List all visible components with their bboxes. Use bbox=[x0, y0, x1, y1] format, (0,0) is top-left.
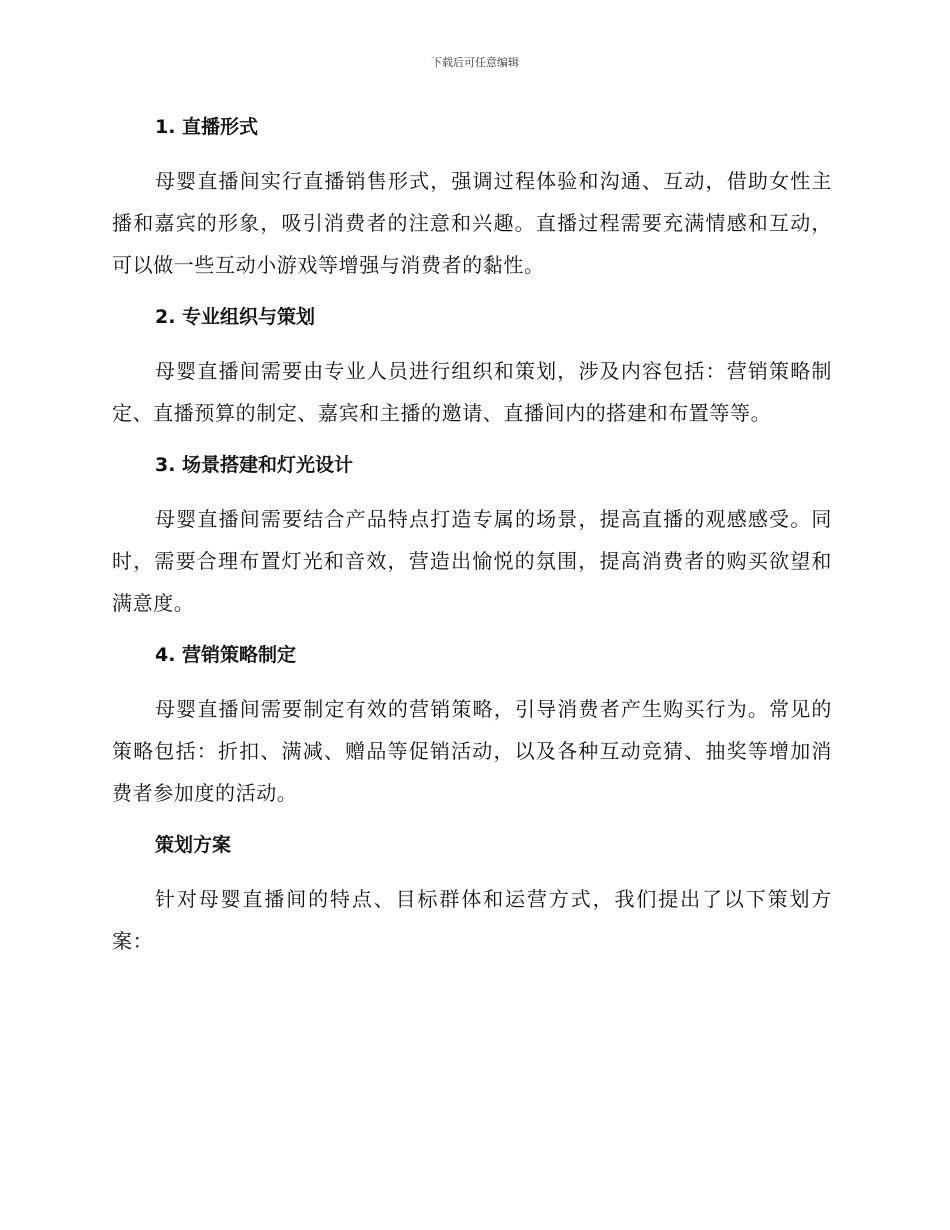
section-paragraph-plan: 针对母婴直播间的特点、目标群体和运营方式，我们提出了以下策划方案： bbox=[112, 887, 832, 953]
section-heading-marketing-strategy: 4. 营销策略制定 bbox=[155, 644, 297, 666]
section-paragraph-marketing-strategy: 母婴直播间需要制定有效的营销策略，引导消费者产生购买行为。常见的策略包括：折扣、满减、赠品等促销活动，以及各种互动竞猜、抽奖等增加消费者参加度的活动。 bbox=[112, 697, 832, 805]
document-body bbox=[112, 112, 832, 962]
section-heading-live-format: 1. 直播形式 bbox=[155, 116, 259, 138]
section-heading-plan: 策划方案 bbox=[155, 834, 232, 856]
section-paragraph-live-format: 母婴直播间实行直播销售形式，强调过程体验和沟通、互动，借助女性主播和嘉宾的形象，吸引消费者的注意和兴趣。直播过程需要充满情感和互动，可以做一些互动小游戏等增强与消费者的黏性。 bbox=[112, 169, 832, 277]
section-paragraph-scene-lighting: 母婴直播间需要结合产品特点打造专属的场景，提高直播的观感感受。同时，需要合理布置灯光和音效，营造出愉悦的氛围，提高消费者的购买欲望和满意度。 bbox=[112, 507, 832, 615]
header-note: 下载后可任意编辑 bbox=[431, 56, 519, 69]
section-heading-scene-lighting: 3. 场景搭建和灯光设计 bbox=[155, 454, 354, 476]
section-heading-organization: 2. 专业组织与策划 bbox=[155, 306, 316, 328]
section-paragraph-organization: 母婴直播间需要由专业人员进行组织和策划，涉及内容包括：营销策略制定、直播预算的制定、嘉宾和主播的邀请、直播间内的搭建和布置等等。 bbox=[112, 359, 832, 425]
